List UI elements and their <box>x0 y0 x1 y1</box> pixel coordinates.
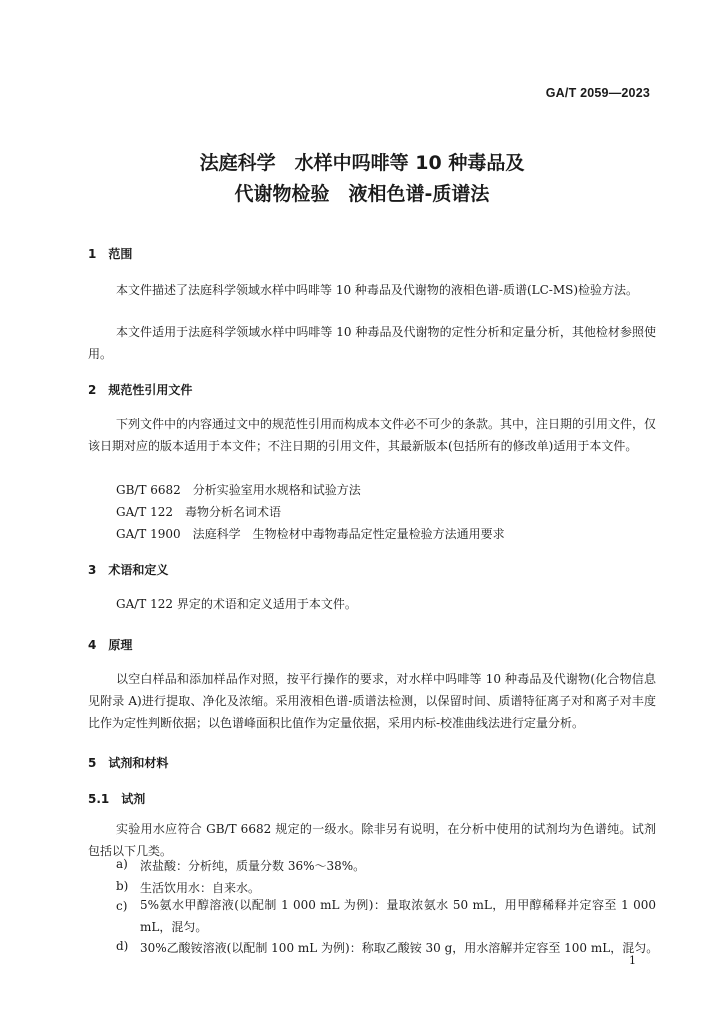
subsection-5-1-heading: 5.1 试剂 <box>88 792 146 806</box>
document-title-line-1: 法庭科学 水样中吗啡等 10 种毒品及 <box>199 152 525 174</box>
section-3-paragraph-1: GA/T 122 界定的术语和定义适用于本文件。 <box>116 597 357 611</box>
section-3-heading: 3 术语和定义 <box>88 563 169 577</box>
list-item-text: 5%氨水甲醇溶液(以配制 1 000 mL 为例)：量取浓氨水 50 mL，用甲醇稀释并定容至 1 000 mL，混匀。 <box>140 898 656 934</box>
section-5-1-paragraph-1: 实验用水应符合 GB/T 6682 规定的一级水。除非另有说明，在分析中使用的试剂均为色谱纯。试剂包括以下几类。 <box>88 822 656 858</box>
document-title-line-2: 代谢物检验 液相色谱-质谱法 <box>234 183 490 205</box>
section-5-heading: 5 试剂和材料 <box>88 756 169 770</box>
reference-item: GA/T 1900 法庭科学 生物检材中毒物毒品定性定量检验方法通用要求 <box>116 527 505 541</box>
reference-item: GB/T 6682 分析实验室用水规格和试验方法 <box>116 483 361 497</box>
section-4-heading: 4 原理 <box>88 638 133 652</box>
section-4-paragraph-1: 以空白样品和添加样品作对照，按平行操作的要求，对水样中吗啡等 10 种毒品及代谢物(化合物信息见附录 A)进行提取、净化及浓缩。采用液相色谱-质谱法检测，以保留时间、质谱特征离子对和离子对丰度比作为定性判断依据；以色谱峰面积比值作为定量依据，采用内标-校准曲线法进行定量分析。 <box>88 672 656 730</box>
standard-code: GA/T 2059—2023 <box>545 86 650 100</box>
list-item-text: 浓盐酸：分析纯，质量分数 36%～38%。 <box>140 859 366 873</box>
list-item-label: d) <box>116 939 129 953</box>
list-item-label: c) <box>116 899 128 913</box>
list-item-text: 30%乙酸铵溶液(以配制 100 mL 为例)：称取乙酸铵 30 g，用水溶解并定容至 100 mL，混匀。 <box>140 941 659 955</box>
section-1-heading: 1 范围 <box>88 247 133 261</box>
list-item-label: b) <box>116 879 129 893</box>
section-1-paragraph-1: 本文件描述了法庭科学领域水样中吗啡等 10 种毒品及代谢物的液相色谱-质谱(LC-MS)检验方法。 <box>116 283 639 297</box>
reference-item: GA/T 122 毒物分析名词术语 <box>116 505 282 519</box>
section-2-paragraph-1: 下列文件中的内容通过文中的规范性引用而构成本文件必不可少的条款。其中，注日期的引用文件，仅该日期对应的版本适用于本文件；不注日期的引用文件，其最新版本(包括所有的修改单)适用于本文件。 <box>88 417 657 453</box>
page-number: 1 <box>629 954 636 967</box>
list-item-label: a) <box>116 857 128 871</box>
section-1-paragraph-2: 本文件适用于法庭科学领域水样中吗啡等 10 种毒品及代谢物的定性分析和定量分析，其他检材参照使用。 <box>88 325 656 361</box>
section-2-heading: 2 规范性引用文件 <box>88 383 193 397</box>
list-item-text: 生活饮用水：自来水。 <box>140 881 261 895</box>
